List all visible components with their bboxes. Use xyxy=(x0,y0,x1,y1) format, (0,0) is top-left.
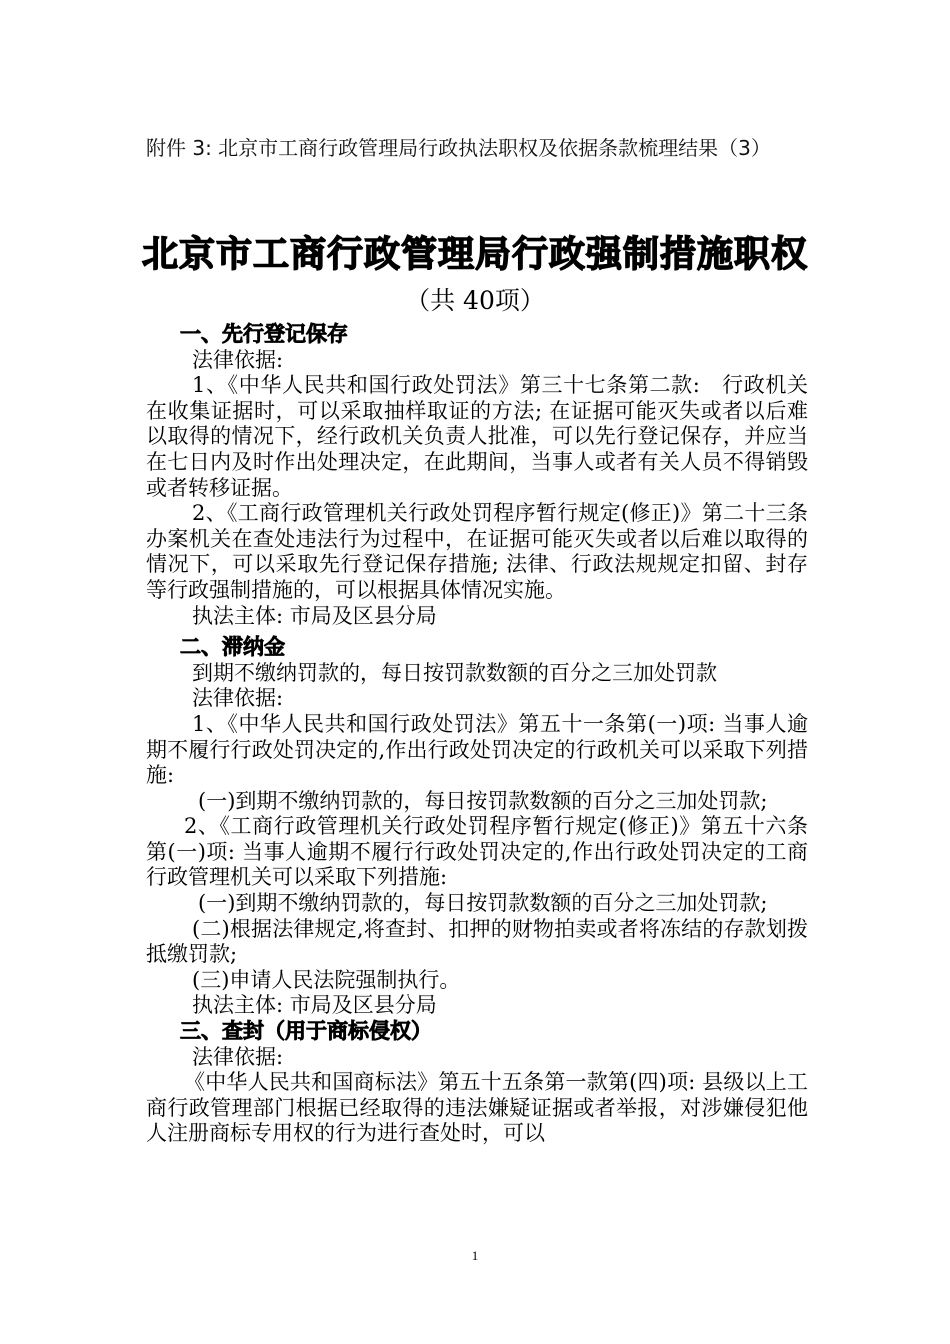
paragraph: 2、《工商行政管理机关行政处罚程序暂行规定(修正)》第五十六条第(一)项: 当事人逾期不履行行政处罚决定的,作出行政处罚决定的工商行政管理机关可以采取下列措施: xyxy=(146,814,808,890)
paragraph: 1、《中华人民共和国行政处罚法》第三十七条第二款: 行政机关在收集证据时，可以采取抽样取证的方法; 在证据可能灭失或者以后难以取得的情况下，经行政机关负责人批准，可以先行登记保存，并应当在七日内及时作出处理决定，在此期间，当事人或者有关人员不得销毁或者转移证据。 xyxy=(146,373,808,500)
paragraph: (一)到期不缴纳罚款的，每日按罚款数额的百分之三加处罚款; xyxy=(198,788,768,813)
legal-basis-label: 法律依据: xyxy=(192,347,284,372)
enforcement-body: 执法主体: 市局及区县分局 xyxy=(192,993,437,1018)
section-heading: 二、滞纳金 xyxy=(180,635,285,660)
paragraph: 2、《工商行政管理机关行政处罚程序暂行规定(修正)》第二十三条 办案机关在查处违法行为过程中，在证据可能灭失或者以后难以取得的情况下，可以采取先行登记保存措施; 法律、行政法规规定扣留、封存等行政强制措施的，可以根据具体情况实施。 xyxy=(146,501,808,602)
paragraph: (二)根据法律规定,将查封、扣押的财物拍卖或者将冻结的存款划拨抵缴罚款; xyxy=(146,916,808,967)
paragraph: 1、《中华人民共和国行政处罚法》第五十一条第(一)项: 当事人逾期不履行行政处罚决定的,作出行政处罚决定的行政机关可以采取下列措施: xyxy=(146,711,808,788)
main-title: 北京市工商行政管理局行政强制措施职权 xyxy=(141,234,808,275)
paragraph: 到期不缴纳罚款的，每日按罚款数额的百分之三加处罚款 xyxy=(192,660,717,685)
item-count: （共 40项） xyxy=(405,286,545,315)
paragraph: 《中华人民共和国商标法》第五十五条第一款第(四)项: 县级以上工商行政管理部门根据已经取得的违法嫌疑证据或者举报，对涉嫌侵犯他人注册商标专用权的行为进行查处时，可以 xyxy=(146,1070,808,1146)
annex-title: 附件 3: 北京市工商行政管理局行政执法职权及依据条款梳理结果（3） xyxy=(146,136,771,160)
legal-basis-label: 法律依据: xyxy=(192,1044,284,1069)
paragraph: (三)申请人民法院强制执行。 xyxy=(192,967,461,992)
paragraph: (一)到期不缴纳罚款的，每日按罚款数额的百分之三加处罚款; xyxy=(198,891,768,916)
enforcement-body: 执法主体: 市局及区县分局 xyxy=(192,603,437,628)
section-heading: 一、先行登记保存 xyxy=(180,322,348,346)
document-body xyxy=(146,322,808,1147)
section-heading: 三、查封（用于商标侵权） xyxy=(180,1019,432,1044)
page-number: 1 xyxy=(471,1248,479,1263)
legal-basis-label: 法律依据: xyxy=(192,686,284,711)
